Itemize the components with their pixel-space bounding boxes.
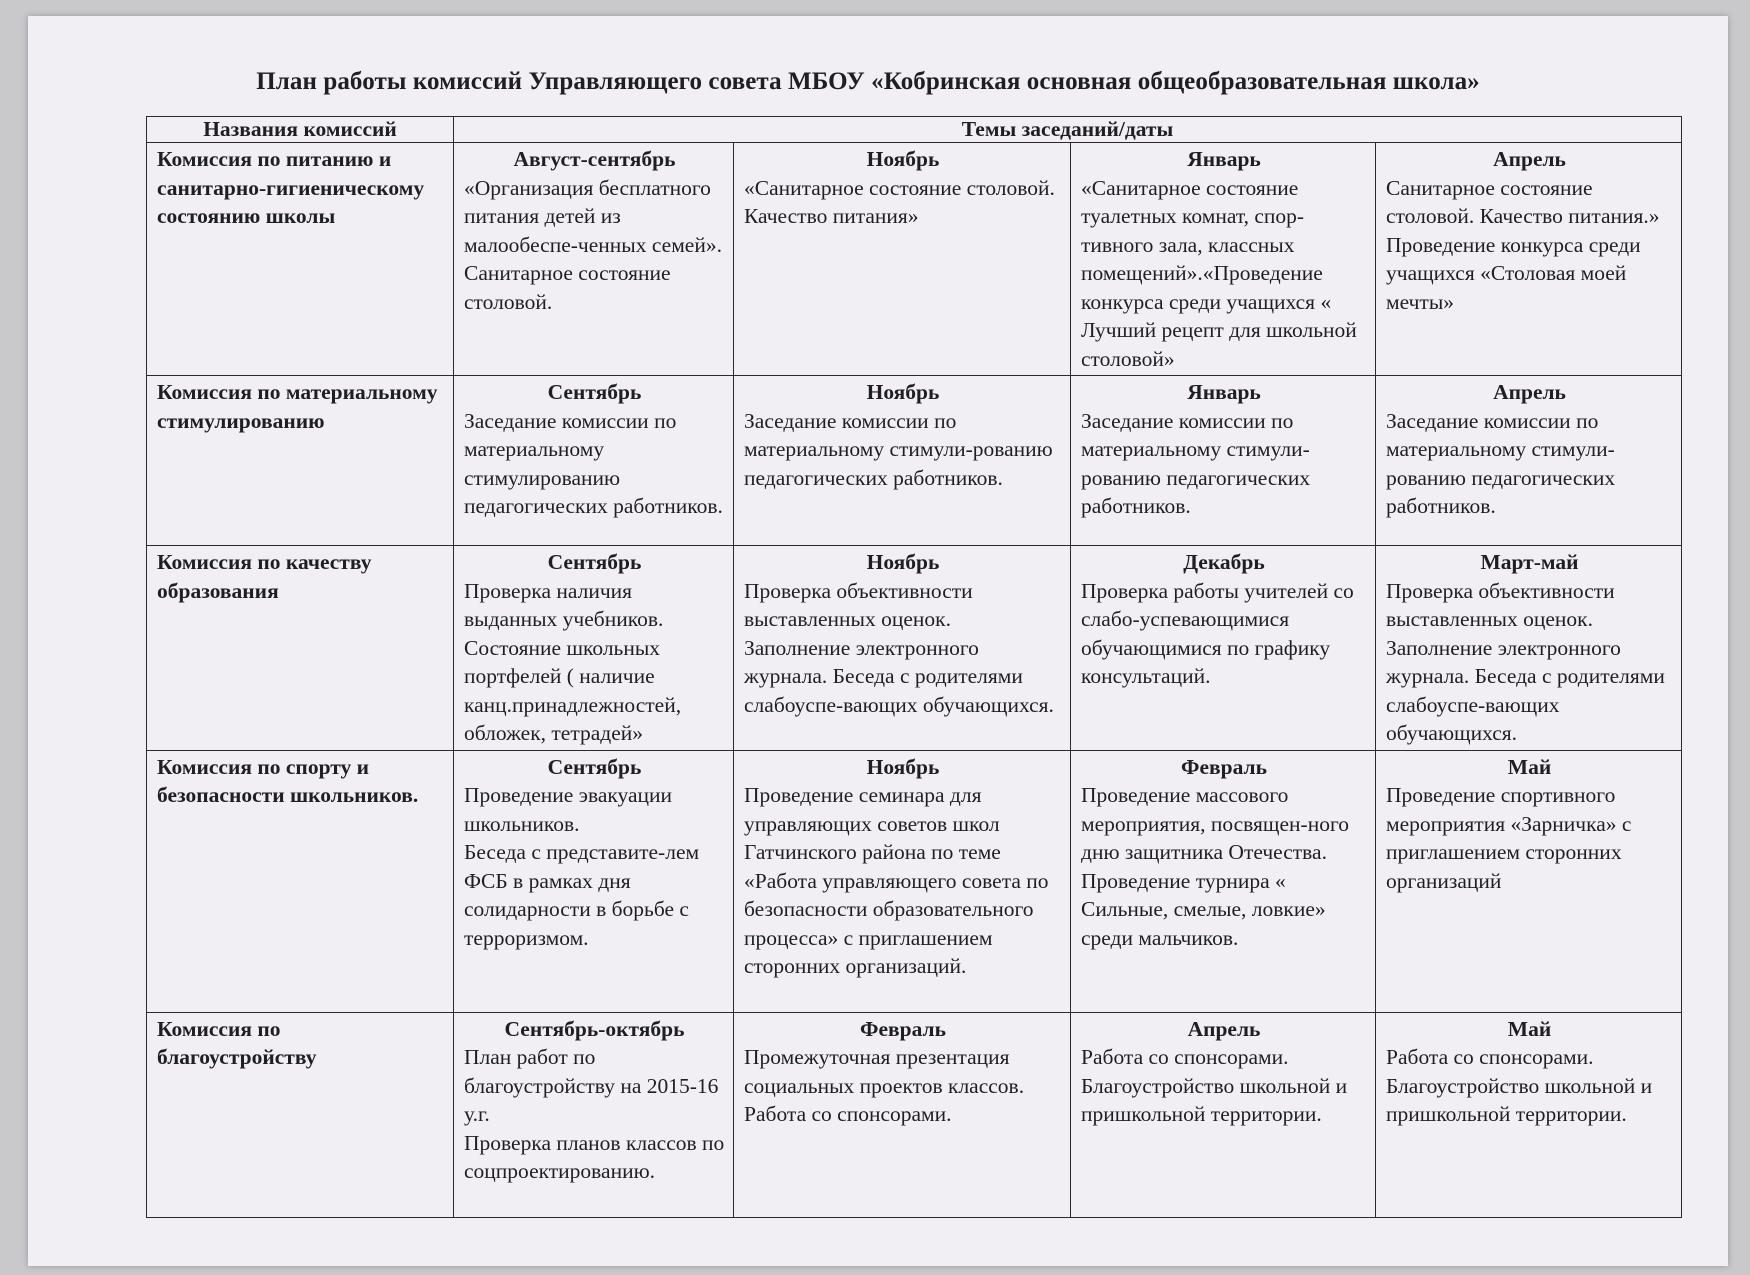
meeting-topic: Проведение спортивного мероприятия «Зарничка» с приглашением сторонних организаций [1386,783,1632,893]
meeting-topic: Проведение семинара для управляющих советов школ Гатчинского района по теме «Работа управляющего совета по безопасности образовательного процесса» с приглашением сторонних организаций. [744,783,1049,978]
table-header-row [147,117,1682,143]
meeting-month: Май [1507,1016,1552,1041]
meeting-topic: «Санитарное состояние столовой. Качество питания» [744,175,1055,228]
meeting-topic: Проверка работы учителей со слабо-успевающимися обучающимися по графику консультаций. [1081,578,1354,688]
meeting-cell [1376,1012,1682,1217]
commission-name: Комиссия по материальному стимулированию [147,376,454,546]
meeting-month: Август-сентябрь [513,147,676,171]
meeting-topic: Заседание комиссии по материальному стимули-рованию педагогических работников. [744,408,1053,490]
meeting-month: Сентябрь [547,754,642,779]
commission-name: Комиссия по спорту и безопасности школьников. [147,750,454,1012]
meeting-month: Май [1507,754,1552,779]
meeting-cell [454,1012,734,1217]
meeting-topic: Проверка объективности выставленных оценок. Заполнение электронного журнала. Беседа с родителями слабоуспе-вающих обучающихся. [1386,578,1665,745]
meeting-cell [1376,546,1682,751]
table-row [147,1012,1682,1217]
table-row [147,750,1682,1012]
meeting-cell [454,750,734,1012]
meeting-cell [1376,143,1682,376]
meeting-month: Сентябрь [547,550,642,574]
meeting-month: Январь [1187,380,1261,404]
meeting-month: Январь [1187,147,1261,171]
commission-name: Комиссия по благоустройству [147,1012,454,1217]
meeting-cell [454,546,734,751]
header-meeting-topics: Темы заседаний/даты [454,117,1682,143]
meeting-topic: Проведение массового мероприятия, посвящен-ного дню защитника Отечества. Проведение турнира « Сильные, смелые, ловкие» среди мальчиков. [1081,783,1349,950]
meeting-month: Апрель [1493,380,1566,404]
meeting-cell [454,376,734,546]
meeting-month: Ноябрь [866,754,940,779]
meeting-topic: Проверка объективности выставленных оценок. Заполнение электронного журнала. Беседа с родителями слабоуспе-вающих обучающихся. [744,578,1054,717]
commission-plan-table [146,116,1682,1218]
meeting-cell [1071,750,1376,1012]
meeting-cell [734,750,1071,1012]
meeting-month: Сентябрь-октябрь [504,1016,685,1041]
meeting-cell [1376,750,1682,1012]
meeting-cell [1071,376,1376,546]
meeting-cell [454,143,734,376]
meeting-month: Ноябрь [866,380,940,404]
meeting-month: Ноябрь [866,550,940,574]
meeting-cell [734,376,1071,546]
document-title: План работы комиссий Управляющего совета МБОУ «Кобринская основная общеобразовательная школа» [256,68,1480,95]
commission-name: Комиссия по питанию и санитарно-гигиеническому состоянию школы [147,143,454,376]
meeting-topic: Промежуточная презентация социальных проектов классов. Работа со спонсорами. [744,1045,1025,1126]
document-page [28,16,1728,1266]
meeting-topic: Санитарное состояние столовой. Качество питания.» Проведение конкурса среди учащихся «Столовая моей мечты» [1386,175,1660,314]
meeting-month: Февраль [1181,754,1267,779]
meeting-topic: «Санитарное состояние туалетных комнат, спор-тивного зала, классных помещений».«Проведение конкурса среди учащихся « Лучший рецепт для школьной столовой» [1081,175,1357,371]
meeting-month: Апрель [1493,147,1566,171]
meeting-topic: Работа со спонсорами. Благоустройство школьной и пришкольной территории. [1386,1045,1653,1126]
meeting-topic: Проверка наличия выданных учебников. Состояние школьных портфелей ( наличие канц.принадлежностей, обложек, тетрадей» [464,578,682,745]
meeting-cell [734,546,1071,751]
meeting-topic: План работ по благоустройству на 2015-16 у.г. Проверка планов классов по соцпроектированию. [464,1045,725,1183]
meeting-topic: Заседание комиссии по материальному стимулированию педагогических работников. [464,408,723,518]
meeting-month: Апрель [1187,1016,1261,1041]
meeting-month: Март-май [1480,550,1579,574]
meeting-cell [1376,376,1682,546]
meeting-cell [734,1012,1071,1217]
meeting-cell [734,143,1071,376]
meeting-month: Февраль [860,1016,946,1041]
table-row [147,143,1682,376]
meeting-topic: Проведение эвакуации школьников. Беседа с представите-лем ФСБ в рамках дня солидарности в борьбе с терроризмом. [464,783,700,950]
header-commission-names: Названия комиссий [147,117,454,143]
meeting-cell [1071,546,1376,751]
table-row [147,376,1682,546]
meeting-month: Сентябрь [547,380,642,404]
meeting-topic: Работа со спонсорами. Благоустройство школьной и пришкольной территории. [1081,1045,1348,1126]
meeting-topic: «Организация бесплатного питания детей из малообеспе-ченных семей». Санитарное состояние столовой. [464,175,722,314]
meeting-cell [1071,143,1376,376]
meeting-topic: Заседание комиссии по материальному стимули-рованию педагогических работников. [1081,408,1311,518]
meeting-cell [1071,1012,1376,1217]
meeting-month: Ноябрь [866,147,940,171]
meeting-topic: Заседание комиссии по материальному стимули-рованию педагогических работников. [1386,408,1616,518]
meeting-month: Декабрь [1183,550,1265,574]
table-row [147,546,1682,751]
commission-name: Комиссия по качеству образования [147,546,454,751]
